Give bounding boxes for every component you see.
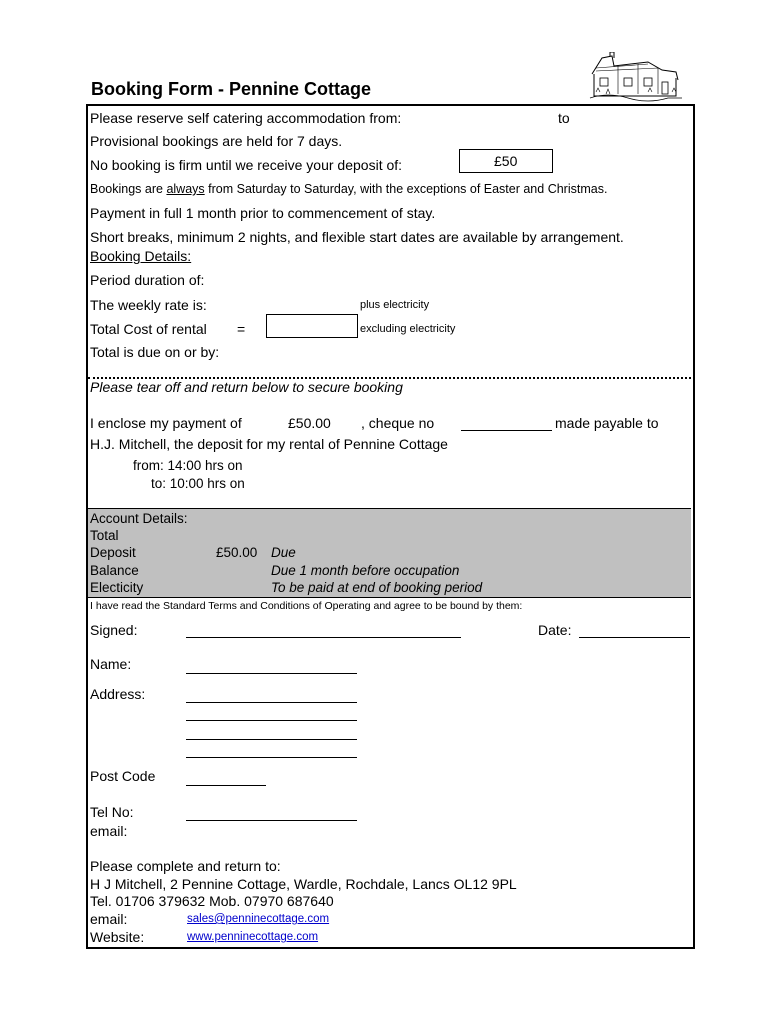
name-label: Name: — [90, 656, 132, 672]
signature-field[interactable] — [186, 637, 461, 638]
name-field[interactable] — [186, 673, 357, 674]
contact-website-label: Website: — [90, 929, 145, 945]
saturday-text — [90, 182, 607, 196]
to-time-text: to: 10:00 hrs on — [151, 476, 245, 491]
cheque-no-field[interactable] — [461, 430, 552, 431]
account-deposit-status: Due — [271, 545, 296, 560]
account-deposit-amount: £50.00 — [216, 545, 258, 560]
tel-field[interactable] — [186, 820, 357, 821]
address-label: Address: — [90, 686, 146, 702]
saturday-label: from Saturday to Saturday, with the exceptions of Easter and Christmas. — [208, 182, 608, 196]
post-code-label: Post Code — [90, 768, 156, 784]
total-cost-label: Total Cost of rental — [90, 321, 207, 337]
account-balance-note: Due 1 month before occupation — [271, 563, 460, 578]
always-label: always — [166, 182, 205, 196]
account-total-label: Total — [90, 528, 119, 543]
account-heading: Account Details: — [90, 511, 188, 526]
date-field[interactable] — [579, 637, 690, 638]
reserve-to-label: to — [558, 110, 570, 126]
address-field-4[interactable] — [186, 757, 357, 758]
post-code-field[interactable] — [186, 785, 266, 786]
return-address: H J Mitchell, 2 Pennine Cottage, Wardle, Rochdale, Lancs OL12 9PL — [90, 876, 517, 892]
cottage-logo — [588, 52, 684, 102]
deposit-amount: £50 — [494, 153, 518, 169]
deposit-note: No booking is firm until we receive your deposit of: — [90, 157, 403, 173]
equals-sign: = — [237, 321, 246, 337]
date-label: Date: — [538, 622, 572, 638]
signed-label: Signed: — [90, 622, 138, 638]
payment-amount: £50.00 — [288, 415, 331, 431]
total-cost-box[interactable] — [266, 314, 358, 338]
enclose-label: I enclose my payment of — [90, 415, 242, 431]
account-electricity-note: To be paid at end of booking period — [271, 580, 483, 595]
address-field-1[interactable] — [186, 702, 357, 703]
account-electricity-label: Electicity — [90, 580, 144, 595]
account-deposit-label: Deposit — [90, 545, 136, 560]
page-title: Booking Form - Pennine Cottage — [91, 79, 372, 99]
payee-text: H.J. Mitchell, the deposit for my rental of Pennine Cottage — [90, 436, 448, 452]
tear-off-text: Please tear off and return below to secure booking — [90, 379, 403, 395]
terms-text: I have read the Standard Terms and Conditions of Operating and agree to be bound by them: — [90, 600, 523, 612]
contact-email-label: email: — [90, 911, 128, 927]
email-label: email: — [90, 823, 128, 839]
payable-label: made payable to — [555, 415, 659, 431]
payment-text: Payment in full 1 month prior to commencement of stay. — [90, 205, 436, 221]
plus-electricity-label: plus electricity — [360, 299, 430, 311]
period-label: Period duration of: — [90, 272, 205, 288]
bookings-are-label: Bookings are — [90, 182, 163, 196]
provisional-text: Provisional bookings are held for 7 days. — [90, 133, 343, 149]
contact-phone: Tel. 01706 379632 Mob. 07970 687640 — [90, 893, 334, 909]
return-heading: Please complete and return to: — [90, 858, 281, 874]
total-due-label: Total is due on or by: — [90, 344, 220, 360]
contact-email-link[interactable]: sales@penninecottage.com — [187, 913, 330, 925]
account-balance-label: Balance — [90, 563, 139, 578]
short-breaks-text: Short breaks, minimum 2 nights, and flexible start dates are available by arrangement. — [90, 229, 624, 245]
from-time-text: from: 14:00 hrs on — [133, 458, 243, 473]
reserve-text: Please reserve self catering accommodation from: — [90, 110, 402, 126]
excluding-electricity-label: excluding electricity — [360, 323, 456, 335]
cheque-no-label: , cheque no — [361, 415, 435, 431]
address-field-2[interactable] — [186, 720, 357, 721]
address-field-3[interactable] — [186, 739, 357, 740]
tel-label: Tel No: — [90, 804, 134, 820]
booking-details-heading — [90, 248, 191, 264]
contact-website-link[interactable]: www.penninecottage.com — [187, 931, 319, 943]
weekly-rate-label: The weekly rate is: — [90, 297, 207, 313]
booking-details-heading-text: Booking Details: — [90, 248, 192, 264]
